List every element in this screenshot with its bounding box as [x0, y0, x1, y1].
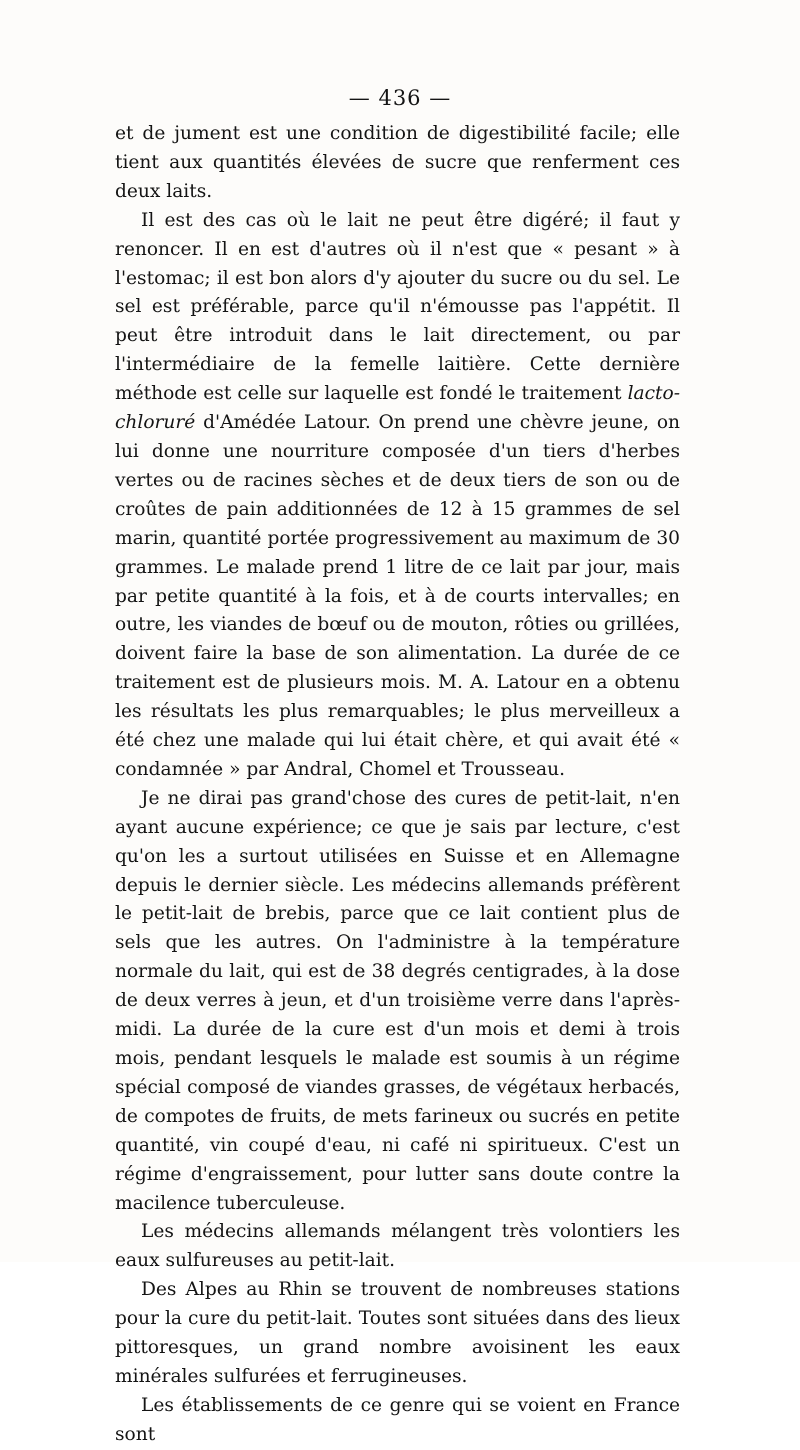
paragraph-p2 [115, 207, 680, 785]
body-text [115, 120, 680, 1450]
text-segment: Des Alpes au Rhin se trouvent de nombreuses stations pour la cure du petit-lait. Toutes sont situées dans des lieux pittoresques, un grand nombre avoisinent les eaux minérales sulfurées et ferrugineuses. [115, 1279, 680, 1387]
text-segment: Je ne dirai pas grand'chose des cures de petit-lait, n'en ayant aucune expérience; ce que je sais par lecture, c'est qu'on les a surtout utilisées en Suisse et en Allemagne depuis le dernier siècle. Les médecins allemands préfèrent le petit-lait de brebis, parce que ce lait contient plus de sels que les autres. On l'administre à la température normale du lait, qui est de 38 degrés centigrades, à la dose de deux verres à jeun, et d'un troisième verre dans l'après-midi. La durée de la cure est d'un mois et demi à trois mois, pendant lesquels le malade est soumis à un régime spécial composé de viandes grasses, de végétaux herbacés, de compotes de fruits, de mets farineux ou sucrés en petite quantité, vin coupé d'eau, ni café ni spiritueux. C'est un régime d'engraissement, pour lutter sans doute contre la macilence tuberculeuse. [115, 787, 680, 1214]
text-segment: Les établissements de ce genre qui se voient en France sont [115, 1394, 680, 1445]
italic-term: lacto-chloruré [115, 383, 680, 434]
page-number: — 436 — [348, 86, 452, 110]
text-segment: et de jument est une condition de digestibilité facile; elle tient aux quantités élevées de sucre que renferment ces deux laits. [115, 123, 680, 202]
paragraph-p6 [115, 1392, 680, 1450]
paragraph-p3 [115, 785, 680, 1219]
text-segment: Les médecins allemands mélangent très volontiers les eaux sulfureuses au petit-lait. [115, 1221, 680, 1272]
text-segment: d'Amédée Latour. On prend une chèvre jeune, on lui donne une nourriture composée d'un tiers d'herbes vertes ou de racines sèches et de deux tiers de son ou de croûtes de pain additionnées de 12 à 15 grammes de sel marin, quantité portée progressivement au maximum de 30 grammes. Le malade prend 1 litre de ce lait par jour, mais par petite quantité à la fois, et à de courts intervalles; en outre, les viandes de bœuf ou de mouton, rôties ou grillées, doivent faire la base de son alimentation. La durée de ce traitement est de plusieurs mois. M. A. Latour en a obtenu les résultats les plus remarquables; le plus merveilleux a été chez une malade qui lui était chère, et qui avait été « condamnée » par Andral, Chomel et Trousseau. [115, 412, 680, 780]
paragraph-p4 [115, 1218, 680, 1276]
paragraph-p5 [115, 1276, 680, 1392]
text-segment: Il est des cas où le lait ne peut être digéré; il faut y renoncer. Il en est d'autres où il n'est que « pesant » à l'estomac; il est bon alors d'y ajouter du sucre ou du sel. Le sel est préférable, parce qu'il n'émousse pas l'appétit. Il peut être introduit dans le lait directement, ou par l'intermédiaire de la femelle laitière. Cette dernière méthode est celle sur laquelle est fondé le traitement [115, 209, 680, 405]
paragraph-p1 [115, 120, 680, 207]
